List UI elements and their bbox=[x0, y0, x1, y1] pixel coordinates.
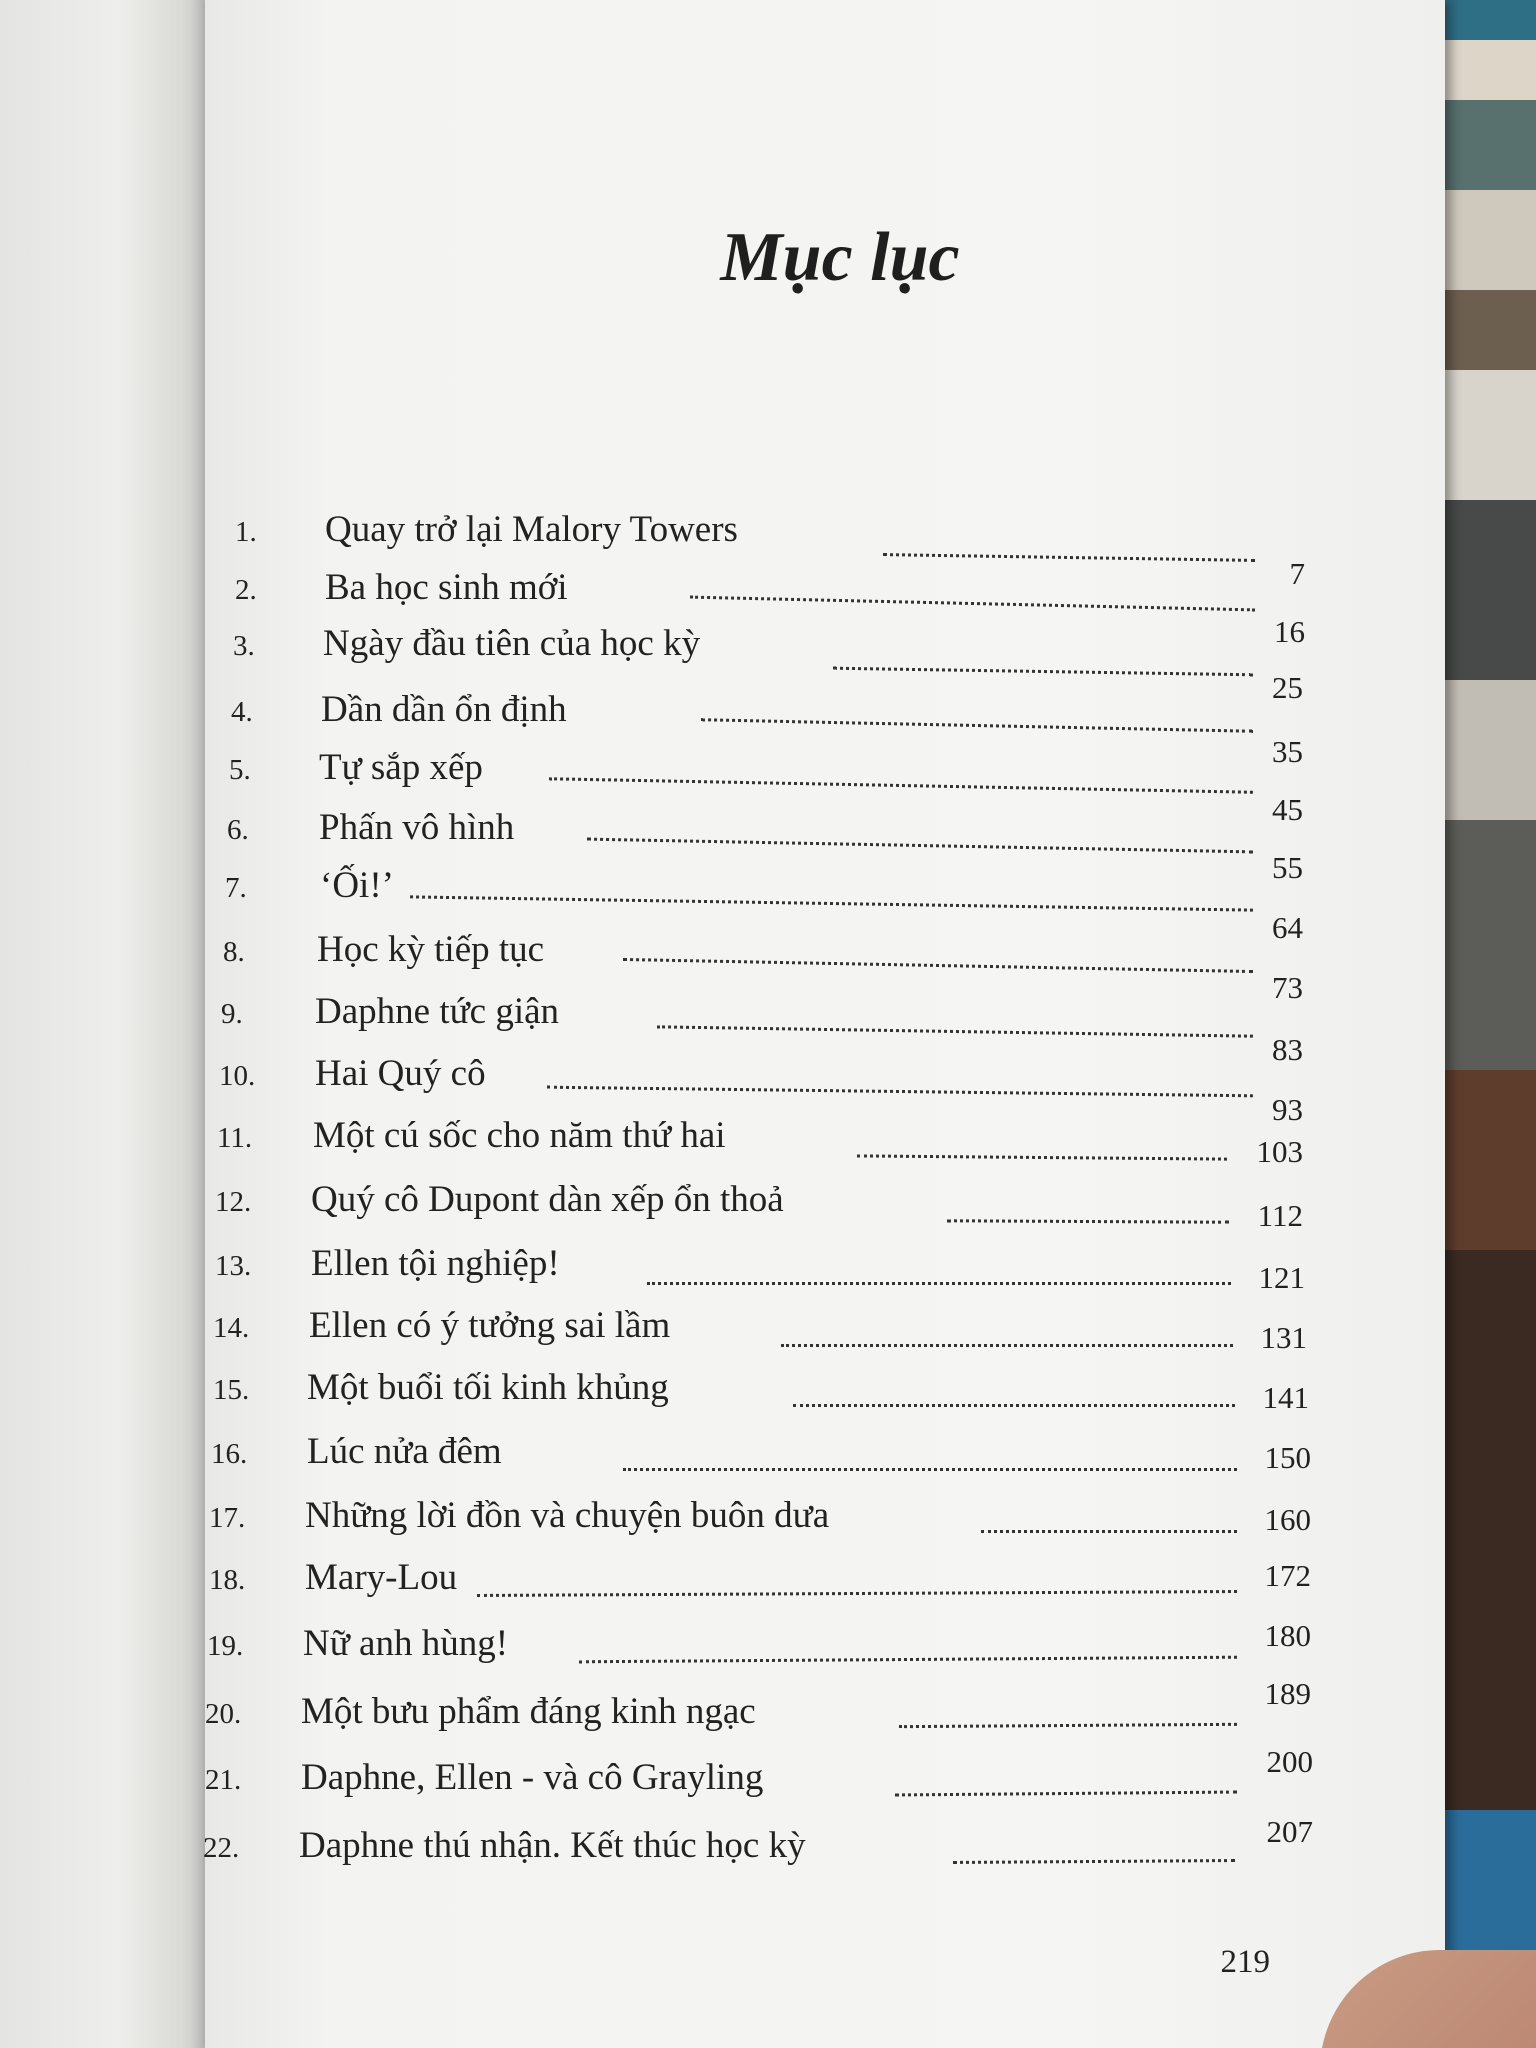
contents-page bbox=[205, 0, 1445, 2048]
entry-title: Học kỳ tiếp tục bbox=[317, 929, 545, 970]
entry-title: Quý cô Dupont dàn xếp ổn thoả bbox=[311, 1179, 784, 1220]
toc-entry bbox=[217, 1114, 1325, 1174]
leader-dots bbox=[857, 1154, 1227, 1160]
entry-page: 64 bbox=[1272, 910, 1303, 945]
entry-page: 141 bbox=[1262, 1380, 1309, 1415]
page-title: Mục lục bbox=[720, 219, 960, 296]
leader-dots bbox=[647, 1282, 1231, 1285]
entry-number: 7. bbox=[225, 872, 247, 904]
leader-dots bbox=[477, 1590, 1237, 1597]
toc-entry bbox=[213, 1366, 1333, 1426]
toc-entry bbox=[225, 864, 1323, 945]
leader-dots bbox=[947, 1219, 1229, 1223]
entry-title: Một bưu phẩm đáng kinh ngạc bbox=[301, 1691, 756, 1732]
toc-entry bbox=[215, 1242, 1329, 1302]
entry-title: Ngày đầu tiên của học kỳ bbox=[323, 623, 701, 664]
entry-page: 55 bbox=[1272, 850, 1303, 885]
entry-page: 189 bbox=[1264, 1676, 1311, 1711]
entry-number: 8. bbox=[223, 936, 245, 968]
entry-page: 7 bbox=[1289, 556, 1305, 591]
leader-dots bbox=[690, 596, 1255, 612]
entry-title: Ellen có ý tưởng sai lầm bbox=[309, 1305, 671, 1346]
entry-page: 200 bbox=[1266, 1744, 1313, 1779]
toc-entry bbox=[223, 928, 1323, 1005]
entry-page: 45 bbox=[1272, 792, 1303, 827]
entry-title: Dần dần ổn định bbox=[321, 689, 567, 730]
leader-dots bbox=[623, 958, 1253, 973]
entry-title: Những lời đồn và chuyện buôn dưa bbox=[305, 1495, 830, 1536]
entry-title: Ellen tội nghiệp! bbox=[311, 1243, 560, 1284]
leader-dots bbox=[579, 1656, 1237, 1664]
entry-title: Mary-Lou bbox=[305, 1557, 458, 1598]
toc-entry bbox=[233, 622, 1323, 705]
toc-entry bbox=[227, 806, 1323, 885]
leader-dots bbox=[899, 1723, 1237, 1728]
leader-dots bbox=[953, 1859, 1235, 1864]
toc-entry bbox=[219, 1052, 1323, 1127]
entry-number: 2. bbox=[235, 574, 257, 606]
entry-number: 18. bbox=[209, 1564, 246, 1596]
entry-title: Ba học sinh mới bbox=[325, 567, 568, 608]
entry-page: 160 bbox=[1264, 1502, 1311, 1537]
entry-title: Daphne, Ellen - và cô Grayling bbox=[301, 1757, 764, 1798]
entry-title: ‘Ối!’ bbox=[320, 865, 394, 906]
entry-number: 4. bbox=[231, 696, 253, 728]
toc-entry bbox=[213, 1304, 1331, 1364]
entry-title: Một buổi tối kinh khủng bbox=[307, 1367, 669, 1408]
toc-entry bbox=[221, 990, 1323, 1067]
entry-page: 83 bbox=[1272, 1032, 1303, 1067]
entry-title: Hai Quý cô bbox=[315, 1053, 486, 1094]
entry-number: 22. bbox=[203, 1832, 240, 1864]
entry-title: Phấn vô hình bbox=[319, 807, 515, 848]
toc-entry bbox=[211, 1430, 1335, 1490]
entry-title: Một cú sốc cho năm thứ hai bbox=[313, 1115, 726, 1156]
entry-page: 103 bbox=[1256, 1134, 1303, 1169]
entry-title: Daphne tức giận bbox=[315, 991, 560, 1032]
entry-page: 93 bbox=[1272, 1092, 1303, 1127]
entry-page: 25 bbox=[1272, 670, 1303, 705]
facing-page bbox=[0, 0, 215, 2048]
entry-number: 15. bbox=[213, 1374, 250, 1406]
book-stack bbox=[1430, 0, 1536, 2048]
leader-dots bbox=[895, 1791, 1237, 1797]
entry-page: 131 bbox=[1260, 1320, 1307, 1355]
toc-entry bbox=[205, 1744, 1339, 1816]
leader-dots bbox=[657, 1025, 1253, 1037]
entry-title: Tự sắp xếp bbox=[319, 747, 483, 788]
table-of-contents bbox=[205, 0, 1445, 2048]
leader-dots bbox=[701, 718, 1253, 733]
toc-entry bbox=[229, 746, 1323, 827]
entry-number: 14. bbox=[213, 1312, 250, 1344]
entry-page: 35 bbox=[1272, 734, 1303, 769]
leader-dots bbox=[410, 895, 1253, 911]
leader-dots bbox=[547, 1086, 1253, 1098]
leader-dots bbox=[793, 1404, 1235, 1407]
entry-page: 207 bbox=[1266, 1814, 1313, 1849]
entry-number: 21. bbox=[205, 1764, 242, 1796]
entry-title: Lúc nửa đêm bbox=[307, 1431, 502, 1472]
entry-page: 112 bbox=[1257, 1198, 1303, 1233]
entry-number: 3. bbox=[233, 630, 255, 662]
entry-number: 9. bbox=[221, 998, 243, 1030]
entry-page: 16 bbox=[1274, 614, 1305, 649]
entry-page: 121 bbox=[1258, 1260, 1305, 1295]
entry-number: 1. bbox=[235, 516, 257, 548]
entry-page: 172 bbox=[1264, 1558, 1311, 1593]
entry-page: 73 bbox=[1272, 970, 1303, 1005]
entry-number: 5. bbox=[229, 754, 251, 786]
toc-entry bbox=[203, 1814, 1339, 1884]
entry-number: 12. bbox=[215, 1186, 252, 1218]
toc-entry bbox=[209, 1556, 1337, 1616]
entry-number: 13. bbox=[215, 1250, 252, 1282]
toc-entry bbox=[215, 1178, 1327, 1238]
entry-number: 6. bbox=[227, 814, 249, 846]
entry-page: 180 bbox=[1264, 1618, 1311, 1653]
entry-title: Daphne thú nhận. Kết thúc học kỳ bbox=[299, 1825, 806, 1866]
leader-dots bbox=[549, 777, 1253, 794]
leader-dots bbox=[781, 1344, 1233, 1347]
toc-entry bbox=[205, 1676, 1337, 1750]
entry-number: 16. bbox=[211, 1438, 248, 1470]
leader-dots bbox=[883, 553, 1255, 562]
entry-number: 19. bbox=[207, 1630, 244, 1662]
leader-dots bbox=[833, 667, 1253, 677]
entry-number: 10. bbox=[219, 1060, 256, 1092]
leader-dots bbox=[587, 838, 1253, 854]
entry-title: Quay trở lại Malory Towers bbox=[325, 509, 738, 550]
leader-dots bbox=[623, 1468, 1237, 1471]
page-number: 219 bbox=[1220, 1944, 1270, 1980]
entry-number: 11. bbox=[217, 1122, 253, 1154]
toc-entry bbox=[207, 1618, 1337, 1682]
leader-dots bbox=[981, 1530, 1237, 1533]
entry-number: 20. bbox=[205, 1698, 242, 1730]
entry-page: 150 bbox=[1264, 1440, 1311, 1475]
entry-number: 17. bbox=[209, 1502, 246, 1534]
toc-entry bbox=[209, 1494, 1337, 1554]
entry-title: Nữ anh hùng! bbox=[303, 1623, 509, 1664]
